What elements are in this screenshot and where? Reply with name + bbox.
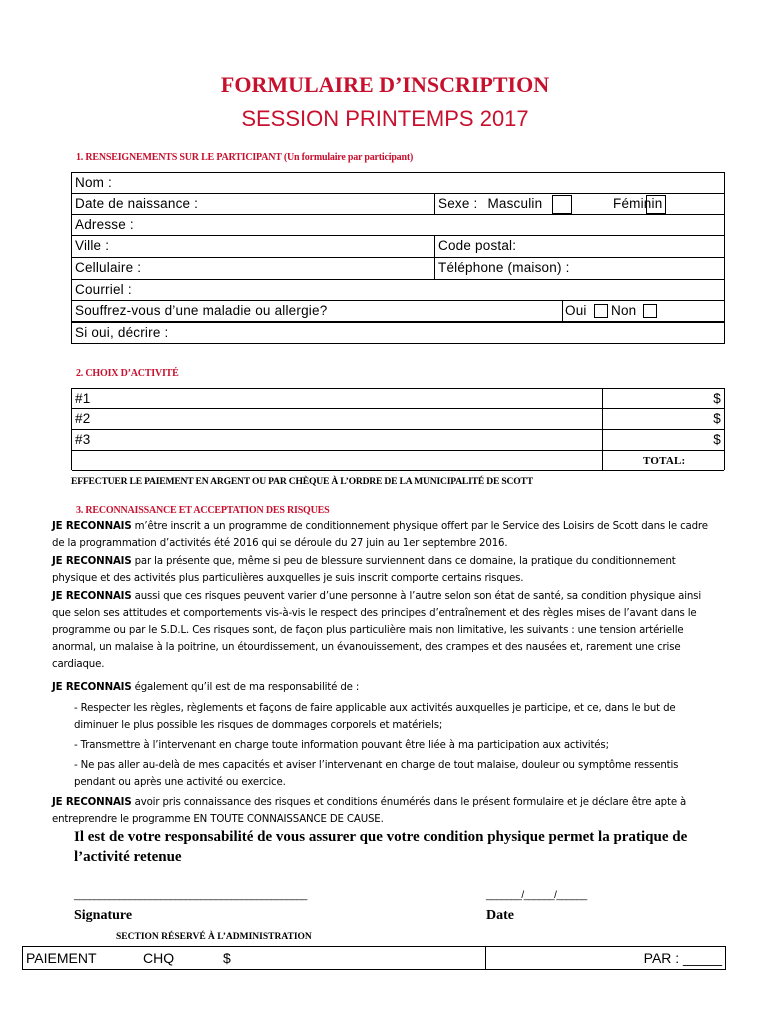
activity-1-field[interactable] (72, 389, 602, 408)
admin-amount-label[interactable]: $ (223, 950, 231, 966)
cellulaire-label: Cellulaire : (75, 260, 142, 275)
activity-3-label: #3 (75, 432, 91, 447)
oui-label: Oui (565, 303, 587, 318)
activity-1-label: #1 (75, 391, 91, 406)
oui-checkbox[interactable] (594, 304, 608, 318)
ville-label: Ville : (75, 238, 110, 253)
maladie-question (72, 301, 560, 321)
oui-non-cell (562, 301, 724, 321)
non-checkbox[interactable] (643, 304, 657, 318)
birth-date-label: Date de naissance : (75, 196, 199, 211)
bullet-3: - Ne pas aller au-delà de mes capacités et aviser l’intervenant en charge de tout malaise, douleur ou symptôme ressentis pendant ou après une activité ou exercice. (74, 760, 679, 788)
date-label: Date (486, 908, 514, 923)
sexe-cell (434, 194, 724, 214)
activity-2-price[interactable] (602, 409, 724, 429)
reconnais-paragraph-1 (52, 518, 722, 552)
activity-3-price[interactable] (602, 430, 724, 450)
code-postal-field[interactable] (434, 236, 724, 257)
telephone-label: Téléphone (maison) : (438, 260, 570, 275)
activity-3-currency: $ (713, 432, 721, 447)
birth-date-field[interactable] (72, 194, 432, 214)
bullet-1: - Respecter les règles, règlements et façons de faire applicable aux activités auxquelles je participe, et ce, dans le but de diminuer le plus possible les risques de dommages corporels et matériels; (74, 703, 676, 731)
reconnais-paragraph-2 (52, 553, 722, 587)
telephone-field[interactable] (434, 258, 724, 279)
paragraph-5-text: avoir pris connaissance des risques et conditions énumérés dans le présent formulaire et je déclare être apte à entreprendre le programme EN TOUTE CONNAISSANCE DE CAUSE. (52, 797, 687, 825)
activity-2-field[interactable] (72, 409, 602, 429)
je-reconnais-2: JE RECONNAIS (52, 556, 132, 567)
activity-3-field[interactable] (72, 430, 602, 450)
date-line[interactable]: _______/______/______ (486, 890, 587, 901)
nom-row[interactable] (72, 173, 724, 194)
activity-row-3 (72, 430, 724, 451)
reconnais-paragraph-3 (52, 588, 722, 673)
section1-heading: 1. RENSEIGNEMENTS SUR LE PARTICIPANT (Un formulaire par participant) (76, 152, 414, 163)
participant-info-box (71, 172, 725, 344)
je-reconnais-1: JE RECONNAIS (52, 521, 132, 532)
je-reconnais-4: JE RECONNAIS (52, 682, 132, 693)
activity-row-1 (72, 389, 724, 409)
maladie-row (72, 301, 724, 322)
admin-heading: SECTION RÉSERVÉ À L’ADMINISTRATION (116, 932, 312, 942)
adresse-label: Adresse : (75, 217, 134, 232)
birth-row (72, 194, 724, 215)
signature-label: Signature (74, 908, 133, 923)
decrire-row[interactable] (72, 322, 724, 344)
activity-2-label: #2 (75, 411, 91, 426)
reconnais-paragraph-5 (52, 794, 722, 828)
ville-field[interactable] (72, 236, 432, 257)
cellulaire-field[interactable] (72, 258, 432, 279)
form-subtitle: SESSION PRINTEMPS 2017 (241, 106, 529, 131)
activity-2-currency: $ (713, 411, 721, 426)
maladie-label: Souffrez-vous d’une maladie ou allergie? (75, 303, 328, 318)
section2-heading: 2. CHOIX D’ACTIVITÉ (76, 368, 179, 379)
activity-1-currency: $ (713, 391, 721, 406)
chq-label[interactable]: CHQ (143, 950, 175, 966)
courriel-row[interactable] (72, 280, 724, 301)
je-reconnais-5: JE RECONNAIS (52, 797, 132, 808)
activity-box (71, 388, 725, 470)
total-row (72, 451, 724, 471)
paragraph-2-text: par la présente que, même si peu de blessure surviennent dans ce domaine, la pratique du conditionnement physique et des activités plus particulières auxquelles je suis inscrit comporte certains risques. (52, 556, 676, 584)
sexe-label: Sexe : (438, 196, 478, 211)
paragraph-3-text: aussi que ces risques peuvent varier d’une personne à l’autre selon son état de santé, sa condition physique ainsi que selon ses attitudes et comportements vis-à-vis le respect des principes d’entraînement et des règles mises de l’avant dans le programme ou par le S.D.L. Ces risques sont, de façon plus particulière mais non limitative, les suivants : une tension artérielle anormal, un malaise à la poitrine, un étourdissement, un évanouissement, des crampes et des nausées et, rarement une crise cardiaque. (52, 591, 702, 670)
activity-1-price[interactable] (602, 389, 724, 408)
non-label: Non (611, 303, 637, 318)
par-label: PAR : _____ (643, 950, 722, 966)
form-title: FORMULAIRE D’INSCRIPTION (220, 72, 550, 97)
admin-par-cell[interactable] (485, 947, 725, 969)
masculin-label: Masculin (487, 196, 543, 211)
adresse-row[interactable] (72, 215, 724, 236)
activity-row-2 (72, 409, 724, 430)
signature-line[interactable]: ______________________________________________ (74, 890, 307, 901)
admin-box (22, 946, 726, 970)
reconnais-paragraph-4 (52, 679, 722, 696)
nom-label: Nom : (75, 175, 113, 190)
responsabilite-notice: Il est de votre responsabilité de vous assurer que votre condition physique permet la pratique de l’activité retenue (74, 829, 688, 865)
je-reconnais-3: JE RECONNAIS (52, 591, 132, 602)
admin-payment-cell (23, 947, 485, 969)
total-label: TOTAL: (643, 455, 686, 467)
section3-heading: 3. RECONNAISSANCE ET ACCEPTATION DES RISQUES (76, 505, 330, 516)
courriel-label: Courriel : (75, 282, 132, 297)
paiement-label: PAIEMENT (26, 950, 97, 966)
paragraph-1-text: m’être inscrit a un programme de conditionnement physique offert par le Service des Loisirs de Scott dans le cadre de la programmation d’activités été 2016 qui se déroule du 27 juin au 1er septembre 2016. (52, 521, 708, 549)
payment-note: EFFECTUER LE PAIEMENT EN ARGENT OU PAR CHÈQUE À L’ORDRE DE LA MUNICIPALITÉ DE SCOTT (71, 476, 533, 487)
paragraph-4-text: également qu’il est de ma responsabilité de : (131, 682, 360, 693)
ville-row (72, 236, 724, 258)
code-postal-label: Code postal: (438, 238, 517, 253)
masculin-checkbox[interactable] (552, 195, 572, 214)
bullet-2: - Transmettre à l’intervenant en charge toute information pouvant être liée à ma participation aux activités; (74, 740, 609, 751)
decrire-label: Si oui, décrire : (75, 325, 169, 340)
feminin-checkbox[interactable] (646, 195, 666, 214)
feminin-label: Féminin (613, 196, 663, 211)
phone-row (72, 258, 724, 280)
total-cell[interactable] (602, 451, 724, 470)
